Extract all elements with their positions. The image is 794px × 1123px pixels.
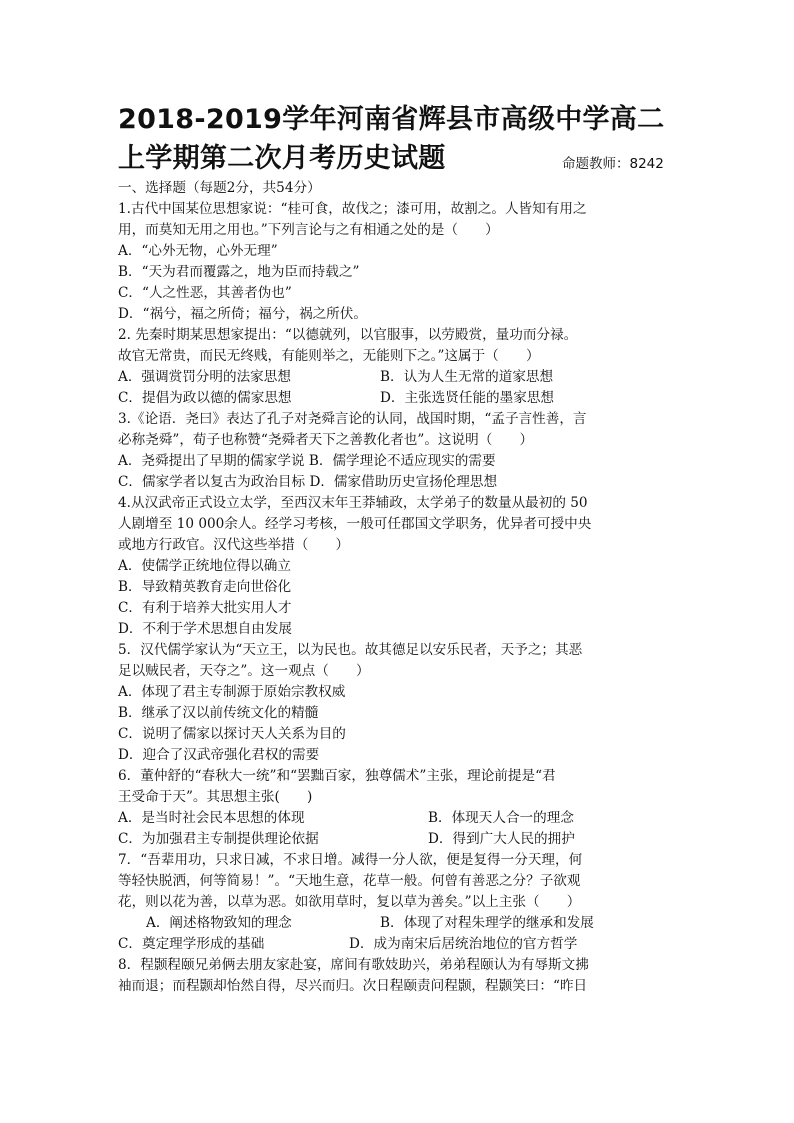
- page-title-line-2: 上学期第二次月考历史试题: [118, 143, 446, 174]
- question-stem: 花，则以花为善，以草为恶。如欲用草时，复以草为善矣。”以上主张（ ）: [118, 894, 581, 910]
- question-2: [118, 325, 678, 409]
- question-stem: 王受命于天”。其思想主张( ): [118, 789, 313, 805]
- question-stem: 袖而退；而程颢却怡然自得，尽兴而归。次日程颐责问程颢，程颢笑曰：“昨日: [118, 978, 588, 994]
- option-b: B．“天为君而覆露之，地为臣而持载之”: [118, 264, 360, 280]
- question-1: [118, 199, 678, 325]
- question-stem: 或地方行政官。汉代这些举措（ ）: [118, 537, 350, 553]
- section-heading: 一、选择题（每题2分，共54分）: [118, 180, 321, 196]
- option-d: D．“祸兮，福之所倚；福兮，祸之所伏。: [118, 306, 367, 322]
- option-c: C．有利于培养大批实用人才: [118, 600, 292, 616]
- question-stem: 3.《论语．尧曰》表达了孔子对尧舜言论的认同，战国时期，“孟子言性善，言: [118, 411, 587, 427]
- option-b: B．体现天人合一的理念: [428, 810, 574, 826]
- option-b: B．体现了对程朱理学的继承和发展: [380, 915, 594, 931]
- option-b: B．继承了汉以前传统文化的精髓: [118, 705, 319, 721]
- question-stem: 故官无常贵，而民无终贱，有能则举之，无能则下之。”这属于（ ）: [118, 348, 540, 364]
- option-row: [118, 388, 678, 409]
- option-row: [118, 808, 678, 829]
- option-a: A．“心外无物，心外无理”: [118, 243, 278, 259]
- option-row: [118, 367, 678, 388]
- exam-body: [118, 178, 678, 997]
- option-d: D．成为南宋后居统治地位的官方哲学: [349, 936, 578, 952]
- question-stem: 6．董仲舒的“春秋大一统”和“罢黜百家，独尊儒术”主张，理论前提是“君: [118, 768, 556, 784]
- question-5: [118, 640, 678, 766]
- option-row: C．儒家学者以复古为政治目标 D．儒家借助历史宣扬伦理思想: [118, 474, 498, 490]
- option-row: A．尧舜提出了早期的儒家学说 B．儒学理论不适应现实的需要: [118, 453, 496, 469]
- question-stem: 8．程颢程颐兄弟俩去朋友家赴宴，席间有歌妓助兴，弟弟程颐认为有辱斯文拂: [118, 957, 589, 973]
- question-4: [118, 493, 678, 640]
- question-stem: 4.从汉武帝正式设立太学，至西汉末年王莽辅政，太学弟子的数量从最初的 50: [118, 495, 588, 511]
- option-d: D．迎合了汉武帝强化君权的需要: [118, 747, 320, 763]
- option-row: [118, 934, 678, 955]
- question-stem: 人剧增至 10 000余人。经学习考核，一般可任郡国文学职务，优异者可授中央: [118, 516, 592, 532]
- option-a: A．强调赏罚分明的法家思想: [118, 369, 291, 385]
- question-stem: 1.古代中国某位思想家说：“桂可食，故伐之；漆可用，故割之。人皆知有用之: [118, 201, 587, 217]
- option-row: [118, 913, 678, 934]
- question-stem: 5．汉代儒学家认为“天立王，以为民也。故其德足以安乐民者，天予之；其恶: [118, 642, 583, 658]
- question-stem: 7．“吾辈用功，只求日减，不求日增。减得一分人欲，便是复得一分天理，何: [118, 852, 583, 868]
- option-a: A．是当时社会民本思想的体现: [118, 810, 305, 826]
- option-c: C．说明了儒家以探讨天人关系为目的: [118, 726, 346, 742]
- option-a: A．体现了君主专制源于原始宗教权威: [118, 684, 346, 700]
- option-d: D．主张选贤任能的墨家思想: [380, 390, 555, 406]
- option-c: C．“人之性恶，其善者伪也”: [118, 285, 292, 301]
- question-stem: 用，而莫知无用之用也。”下列言论与之有相通之处的是（ ）: [118, 222, 499, 238]
- option-c: C．提倡为政以德的儒家思想: [118, 390, 292, 406]
- option-b: B．导致精英教育走向世俗化: [118, 579, 292, 595]
- question-stem: 2. 先秦时期某思想家提出：“以德就列，以官服事，以劳殿赏，量功而分禄。: [118, 327, 578, 343]
- question-7: [118, 850, 678, 955]
- question-stem: 足以贼民者，天夺之”。这一观点（ ）: [118, 663, 370, 679]
- option-a: A．阐述格物致知的理念: [146, 915, 292, 931]
- question-3: [118, 409, 678, 493]
- option-b: B．认为人生无常的道家思想: [380, 369, 554, 385]
- option-a: A．使儒学正统地位得以确立: [118, 558, 291, 574]
- question-6: [118, 766, 678, 850]
- question-8: [118, 955, 678, 997]
- question-stem: 等轻快脱洒，何等简易！”。“天地生意，花草一般。何曾有善恶之分？子欲观: [118, 873, 581, 889]
- option-d: D．得到广大人民的拥护: [428, 831, 575, 847]
- option-c: C．奠定理学形成的基础: [118, 936, 265, 952]
- option-row: [118, 829, 678, 850]
- teacher-label: 命题教师：8242: [562, 156, 664, 172]
- question-stem: 必称尧舜”，荀子也称赞“尧舜者天下之善教化者也”。这说明（ ）: [118, 432, 534, 448]
- option-d: D．不利于学术思想自由发展: [118, 621, 293, 637]
- option-c: C．为加强君主专制提供理论依据: [118, 831, 319, 847]
- page-title-line-1: 2018-2019学年河南省辉县市高级中学高二: [118, 104, 665, 135]
